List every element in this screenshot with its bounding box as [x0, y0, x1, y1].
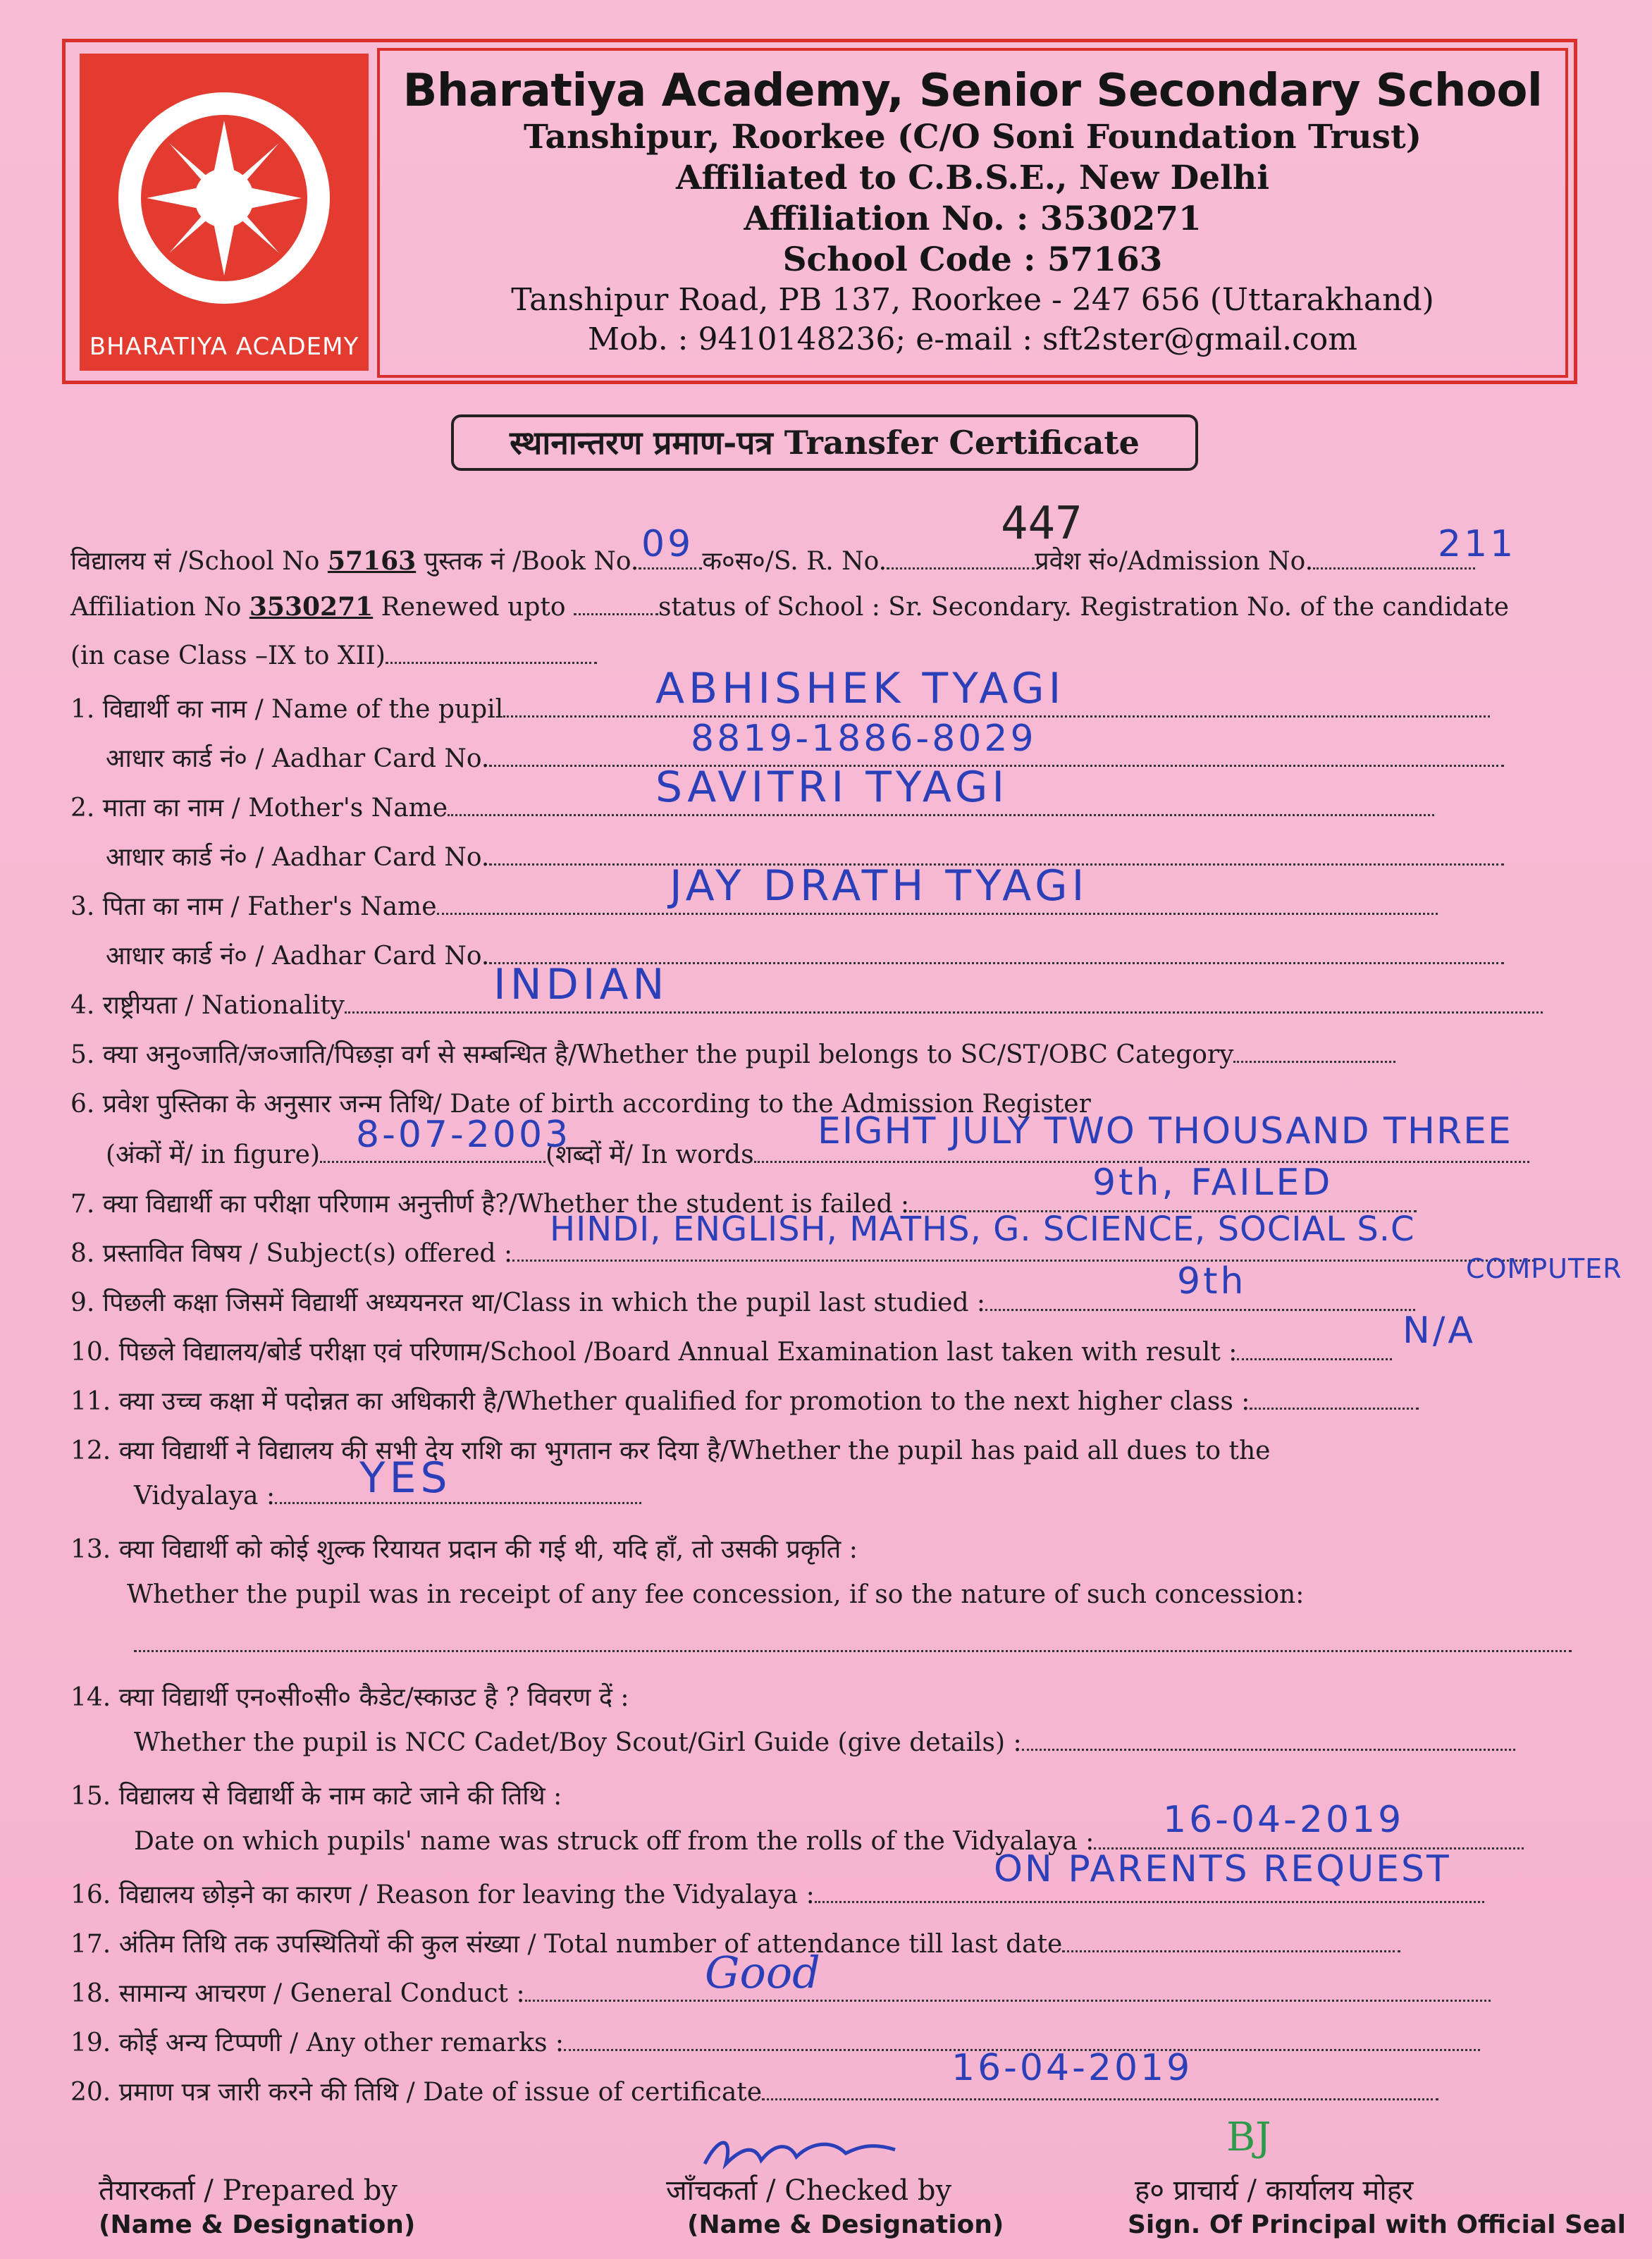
conduct-label: 18. सामान्य आचरण / General Conduct : [70, 1979, 525, 2008]
field-19 [70, 2024, 1480, 2059]
field-14-english [134, 1728, 1515, 1757]
pupil-name-value: ABHISHEK TYAGI [655, 664, 1066, 713]
pupil-name-label: 1. विद्यार्थी का नाम / Name of the pupil [70, 695, 504, 724]
admission-no-value: 211 [1438, 523, 1517, 565]
ncc-label: Whether the pupil is NCC Cadet/Boy Scout/Girl Guide (give details) : [134, 1728, 1022, 1757]
category-label: 5. क्या अनु०जाति/ज०जाति/पिछड़ा वर्ग से सम्बन्धित है/Whether the pupil belongs to SC/ST/OBC Category [70, 1040, 1234, 1069]
school-code: School Code : 57163 [782, 240, 1163, 279]
principal-label: ह० प्राचार्य / कार्यालय मोहर [1135, 2174, 1414, 2207]
school-logo [80, 54, 369, 371]
affiliation-line [70, 592, 1509, 622]
checked-by-sub: (Name & Designation) [687, 2210, 1004, 2239]
sun-emblem-icon [80, 54, 369, 371]
last-class-value: 9th [1177, 1260, 1247, 1303]
field-4 [70, 987, 1543, 1021]
dob-words-value: EIGHT JULY TWO THOUSAND THREE [818, 1110, 1512, 1152]
registration-line [70, 641, 597, 670]
affiliation-label: Affiliation No [70, 593, 242, 622]
reason-label: 16. विद्यालय छोड़ने का कारण / Reason for leaving the Vidyalaya : [70, 1881, 815, 1909]
issue-date-value: 16-04-2019 [951, 2047, 1193, 2089]
concession-label: Whether the pupil was in receipt of any fee concession, if so the nature of such concession: [127, 1580, 1305, 1609]
reason-value: ON PARENTS REQUEST [994, 1848, 1451, 1890]
school-address: Tanshipur Road, PB 137, Roorkee - 247 656 (Uttarakhand) [511, 282, 1434, 318]
school-details [377, 48, 1568, 378]
field-5 [70, 1036, 1395, 1071]
struck-off-label: Date on which pupils' name was struck off from the rolls of the Vidyalaya : [134, 1827, 1095, 1856]
prepared-by-sub: (Name & Designation) [99, 2210, 416, 2239]
dob-words-label: (शब्दों में/ In words [545, 1140, 754, 1169]
subjects-value: HINDI, ENGLISH, MATHS, G. SCIENCE, SOCIAL S.C [550, 1209, 1415, 1249]
mother-aadhar-label: आधार कार्ड नं० / Aadhar Card No. [106, 843, 490, 872]
subjects-extra-value: COMPUTER [1466, 1253, 1622, 1284]
field-10 [70, 1334, 1392, 1368]
school-affiliation: Affiliated to C.B.S.E., New Delhi [675, 159, 1270, 197]
school-no-label: विद्यालय सं /School No [70, 547, 320, 576]
subjects-label: 8. प्रस्तावित विषय / Subject(s) offered : [70, 1239, 513, 1268]
field-20 [70, 2074, 1438, 2108]
board-result-value: N/A [1403, 1310, 1476, 1352]
principal-initials: BJ [1226, 2115, 1271, 2160]
school-header [62, 39, 1577, 384]
sr-number: 447 [1001, 498, 1083, 550]
mother-name-label: 2. माता का नाम / Mother's Name [70, 794, 448, 823]
dues-value: YES [359, 1453, 452, 1503]
school-affiliation-no: Affiliation No. : 3530271 [744, 199, 1202, 238]
book-no-value: 09 [641, 523, 694, 565]
class-note: (in case Class –IX to XII) [70, 641, 386, 670]
certificate-title: स्थानान्तरण प्रमाण-पत्र Transfer Certificate [451, 414, 1198, 471]
dob-figure-value: 8-07-2003 [356, 1114, 572, 1156]
dob-figure-label: (अंकों में/ in figure) [106, 1140, 321, 1169]
renewed-label: Renewed upto [381, 593, 566, 622]
father-name-label: 3. पिता का नाम / Father's Name [70, 892, 437, 921]
ncc-label-hindi: 14. क्या विद्यार्थी एन०सी०सी० कैडेट/स्काउट है ? विवरण दें : [70, 1683, 629, 1712]
conduct-value: Good [705, 1947, 820, 1998]
affiliation-no: 3530271 [249, 592, 374, 622]
status-text: status of School : Sr. Secondary. Registration No. of the candidate [658, 593, 1510, 622]
school-name: Bharatiya Academy, Senior Secondary School [402, 65, 1543, 117]
pupil-aadhar-label: आधार कार्ड नं० / Aadhar Card No. [106, 744, 490, 773]
board-result-label: 10. पिछले विद्यालय/बोर्ड परीक्षा एवं परिणाम/School /Board Annual Examination last taken with result : [70, 1338, 1238, 1367]
mother-name-value: SAVITRI TYAGI [655, 763, 1009, 812]
pupil-aadhar-value: 8819-1886-8029 [691, 718, 1037, 760]
field-3-aadhar [106, 937, 1504, 972]
school-book-admission-line [70, 543, 1475, 577]
prepared-by-label: तैयारकर्ता / Prepared by [99, 2174, 397, 2207]
field-13-english [127, 1580, 1304, 1609]
struck-off-value: 16-04-2019 [1163, 1799, 1405, 1841]
failed-label: 7. क्या विद्यार्थी का परीक्षा परिणाम अनुत्तीर्ण है?/Whether the student is failed : [70, 1190, 910, 1219]
principal-sub: Sign. Of Principal with Official Seal [1128, 2210, 1626, 2239]
promotion-label: 11. क्या उच्च कक्षा में पदोन्नत का अधिकारी है/Whether qualified for promotion to the next higher class : [70, 1387, 1250, 1416]
father-name-value: JAY DRATH TYAGI [670, 861, 1089, 911]
sr-no-label: क०स०/S. R. No. [702, 547, 887, 576]
issue-date-label: 20. प्रमाण पत्र जारी करने की तिथि / Date of issue of certificate [70, 2078, 763, 2107]
dues-label: 12. क्या विद्यार्थी ने विद्यालय की सभी देय राशि का भुगतान कर दिया है/Whether the pupil has paid all dues to the [70, 1436, 1271, 1465]
nationality-value: INDIAN [493, 960, 669, 1009]
nationality-label: 4. राष्ट्रीयता / Nationality [70, 991, 345, 1020]
dob-label: 6. प्रवेश पुस्तिका के अनुसार जन्म तिथि/ Date of birth according to the Admission Register [70, 1090, 1091, 1119]
field-14 [70, 1679, 629, 1713]
father-aadhar-label: आधार कार्ड नं० / Aadhar Card No. [106, 942, 490, 971]
field-11 [70, 1383, 1419, 1417]
logo-caption: BHARATIYA ACADEMY [89, 333, 359, 361]
field-15 [70, 1778, 562, 1812]
admission-no-label: प्रवेश सं०/Admission No. [1035, 547, 1314, 576]
school-contact: Mob. : 9410148236; e-mail : sft2ster@gmail.com [587, 321, 1358, 357]
remarks-label: 19. कोई अन्य टिप्पणी / Any other remarks : [70, 2029, 565, 2057]
vidyalaya-label: Vidyalaya : [134, 1482, 276, 1510]
concession-label-hindi: 13. क्या विद्यार्थी को कोई शुल्क रियायत प्रदान की गई थी, यदि हाँ, तो उसकी प्रकृति : [70, 1535, 858, 1564]
book-no-label: पुस्तक नं /Book No. [424, 547, 639, 576]
field-13-answer-line [134, 1630, 1572, 1658]
school-location: Tanshipur, Roorkee (C/O Soni Foundation Trust) [524, 118, 1422, 156]
failed-value: 9th, FAILED [1092, 1162, 1333, 1204]
struck-off-label-hindi: 15. विद्यालय से विद्यार्थी के नाम काटे जाने की तिथि : [70, 1782, 562, 1811]
checked-by-label: जाँचकर्ता / Checked by [666, 2174, 952, 2207]
school-no: 57163 [327, 546, 417, 576]
attendance-label: 17. अंतिम तिथि तक उपस्थितियों की कुल संख्या / Total number of attendance till last date [70, 1930, 1063, 1959]
last-class-label: 9. पिछली कक्षा जिसमें विद्यार्थी अध्ययनरत था/Class in which the pupil last studied : [70, 1288, 986, 1317]
field-12 [70, 1432, 1270, 1467]
field-13 [70, 1531, 858, 1565]
